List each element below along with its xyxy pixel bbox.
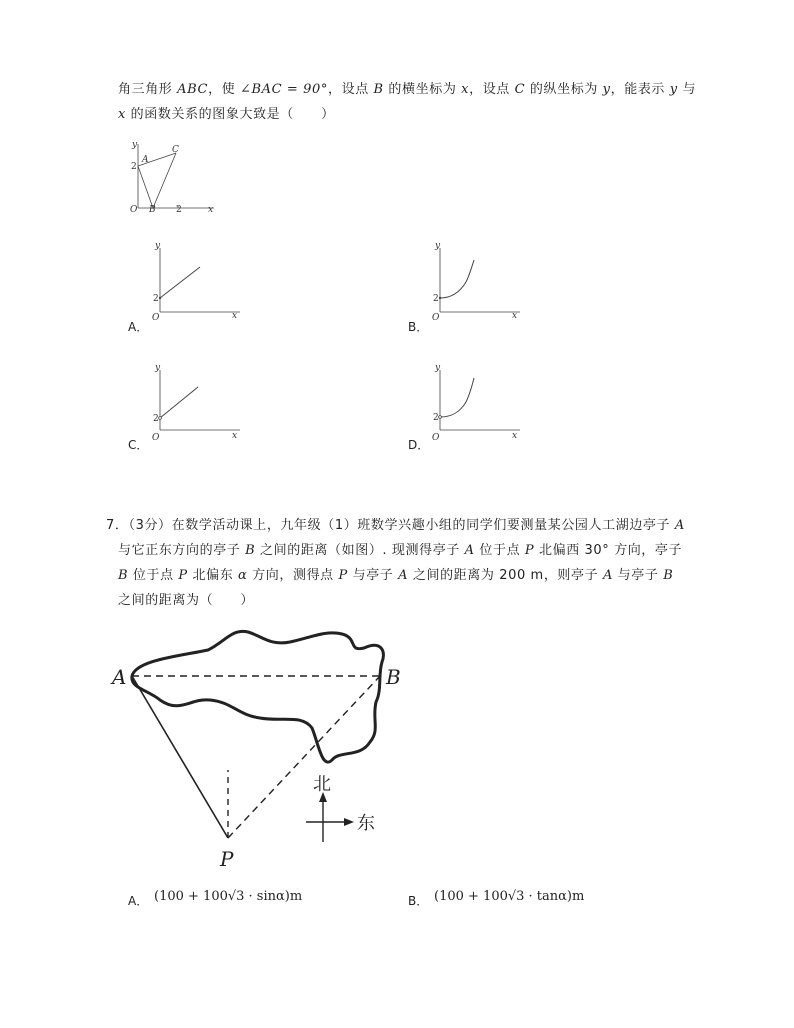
label-x: x: [512, 311, 518, 321]
text: ，设点: [469, 82, 515, 97]
q7-option-a-expr[interactable]: (100 + 100√3 · sinα)m: [154, 889, 303, 904]
label-x: x: [232, 311, 238, 321]
linear-graph: [160, 267, 200, 298]
text: 方向，测得点: [247, 568, 339, 583]
label-B: B: [149, 205, 156, 215]
q7-option-b-label[interactable]: B．: [408, 894, 429, 908]
option-c-label[interactable]: C．: [128, 438, 149, 452]
math: B: [245, 543, 256, 558]
text: 的纵坐标为: [525, 82, 603, 97]
math: B: [373, 82, 384, 97]
q6-stem-line-1: [118, 78, 696, 97]
label-2: 2: [153, 414, 159, 424]
label-y: y: [155, 363, 161, 373]
label-O: O: [432, 313, 440, 323]
math: A: [398, 568, 409, 583]
text: 7．（3分）在数学活动课上，九年级（1）班数学兴趣小组的同学们要测量某公园人工湖边亭子: [106, 518, 675, 533]
label-A: A: [142, 155, 149, 165]
text: 与亭子: [612, 568, 664, 583]
label-O: O: [152, 433, 160, 443]
q6-reference-figure: [126, 140, 221, 220]
label-x: x: [232, 431, 238, 441]
label-B: B: [386, 665, 401, 689]
q7-option-b-expr[interactable]: (100 + 100√3 · tanα)m: [434, 889, 585, 904]
option-c-graph[interactable]: [150, 362, 245, 450]
math: y: [669, 82, 678, 97]
east-arrow-icon: [344, 818, 354, 826]
text: ，使: [208, 82, 241, 97]
label-A: A: [112, 665, 127, 689]
option-a-label[interactable]: A．: [128, 320, 149, 334]
label-y: y: [435, 241, 441, 251]
option-b-graph[interactable]: [430, 240, 525, 330]
text: 的函数关系的图象大致是（ ）: [125, 107, 335, 122]
label-2: 2: [153, 294, 159, 304]
option-b-label[interactable]: B．: [408, 320, 429, 334]
text: 与它正东方向的亭子: [118, 543, 246, 558]
q6-stem-line-2: [118, 103, 335, 122]
segment-BC: [153, 153, 176, 208]
label-P: P: [220, 847, 234, 871]
start-point: [439, 297, 441, 299]
compass: [306, 774, 375, 842]
math: ∠BAC = 90°: [240, 82, 328, 97]
math: ABC: [177, 82, 209, 97]
label-x: x: [512, 431, 518, 441]
text: 角三角形: [118, 82, 178, 97]
text: 之间的距离（如图）. 现测得亭子: [255, 543, 465, 558]
math: P: [338, 568, 348, 583]
math: B: [118, 568, 129, 583]
option-d-graph[interactable]: [430, 362, 525, 450]
q7-stem-line-3: [118, 564, 673, 583]
start-point-open: [439, 416, 442, 419]
text: 位于点: [474, 543, 525, 558]
label-y: y: [132, 140, 138, 150]
math: x: [118, 107, 126, 122]
q7-stem-line-4: 之间的距离为（ ）: [118, 593, 255, 608]
math: y: [602, 82, 611, 97]
label-y: y: [435, 363, 441, 373]
text: 与: [677, 82, 697, 97]
curve-graph: [440, 260, 474, 298]
q7-option-a-label[interactable]: A．: [128, 894, 149, 908]
math: P: [178, 568, 188, 583]
label-2-y: 2: [131, 162, 137, 172]
math: α: [238, 568, 248, 583]
math: A: [602, 568, 613, 583]
text: 与亭子: [347, 568, 399, 583]
text: 的横坐标为: [383, 82, 462, 97]
label-O: O: [130, 205, 138, 215]
lake-outline: [132, 631, 384, 762]
math: A: [674, 518, 685, 533]
curve-graph: [440, 378, 474, 417]
q7-lake-figure: [110, 620, 400, 870]
label-2: 2: [433, 294, 439, 304]
label-x: x: [208, 205, 214, 215]
text: 北偏西 30° 方向，亭子: [534, 543, 683, 558]
label-O: O: [152, 313, 160, 323]
text: 之间的距离为 200 m，则亭子: [408, 568, 603, 583]
math: B: [663, 568, 674, 583]
q7-stem-line-1: [106, 514, 685, 533]
start-point-open: [159, 417, 162, 420]
label-north: 北: [313, 774, 331, 795]
segment-AB: [138, 166, 153, 208]
label-2: 2: [433, 413, 439, 423]
math: P: [524, 543, 535, 558]
math: A: [464, 543, 475, 558]
start-point: [159, 297, 161, 299]
label-O: O: [432, 433, 440, 443]
math: x: [461, 82, 470, 97]
text: ，设点: [328, 82, 374, 97]
label-C: C: [172, 145, 179, 155]
option-d-label[interactable]: D．: [408, 438, 430, 452]
text: 北偏东: [187, 568, 239, 583]
text: ，能表示: [610, 82, 670, 97]
option-a-graph[interactable]: [150, 240, 245, 330]
label-2-x: 2: [176, 205, 182, 215]
linear-graph: [160, 387, 198, 418]
text: 位于点: [128, 568, 179, 583]
label-y: y: [155, 241, 161, 251]
q7-stem-line-2: [118, 539, 682, 558]
math: C: [514, 82, 526, 97]
label-east: 东: [357, 813, 375, 834]
